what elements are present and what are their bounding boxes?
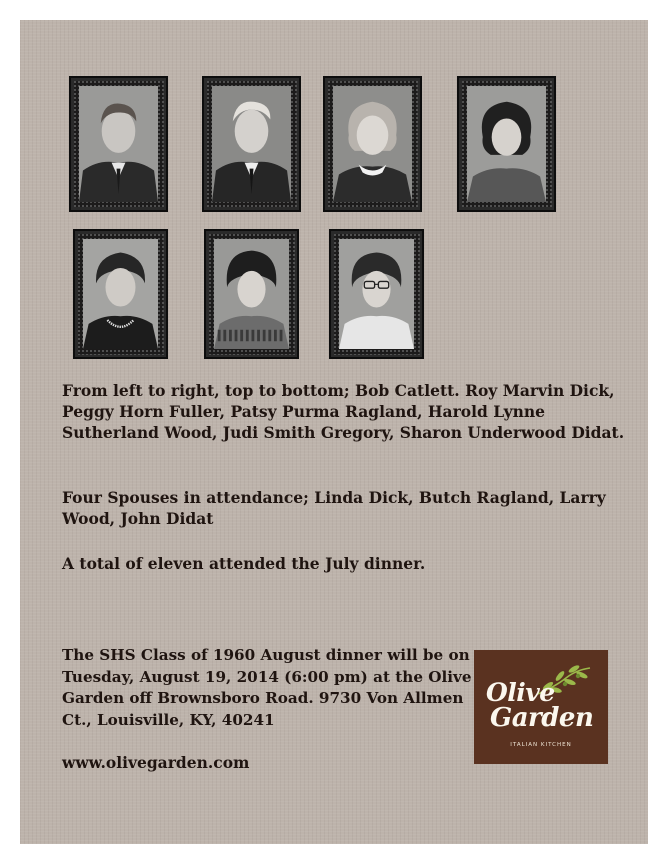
logo-word-olive: Olive [486, 678, 555, 707]
yearbook-photo-judi-smith-gregory [204, 229, 299, 359]
spouses-caption: Four Spouses in attendance; Linda Dick, Butch Ragland, Larry Wood, John Didat [62, 488, 606, 528]
event-announcement: The SHS Class of 1960 August dinner will be on Tuesday, August 19, 2014 (6:00 pm) at the Olive Garden off Brownsboro Road. 9730 Von Allmen Ct., Louisville, KY, 40241 [62, 646, 472, 729]
yearbook-photo-roy-marvin-dick [202, 76, 301, 212]
photo-caption-names: From left to right, top to bottom; Bob Catlett. Roy Marvin Dick, Peggy Horn Fuller, Patsy Purma Ragland, Harold Lynne Sutherland Wood, Judi Smith Gregory, Sharon Underwood Didat. [62, 381, 625, 442]
yearbook-photo-harold-lynne-sutherland-wood [73, 229, 168, 359]
flyer-page [20, 20, 648, 844]
logo-tagline: ITALIAN KITCHEN [510, 742, 572, 748]
website-link[interactable]: www.olivegarden.com [62, 753, 250, 772]
yearbook-photo-patsy-purma-ragland [457, 76, 556, 212]
yearbook-photo-sharon-underwood-didat [329, 229, 424, 359]
attendance-caption: A total of eleven attended the July dinner. [62, 554, 426, 573]
logo-word-garden: Garden [490, 703, 594, 733]
yearbook-photo-bob-catlett [69, 76, 168, 212]
yearbook-photo-peggy-horn-fuller [323, 76, 422, 212]
olive-garden-logo [474, 650, 608, 764]
